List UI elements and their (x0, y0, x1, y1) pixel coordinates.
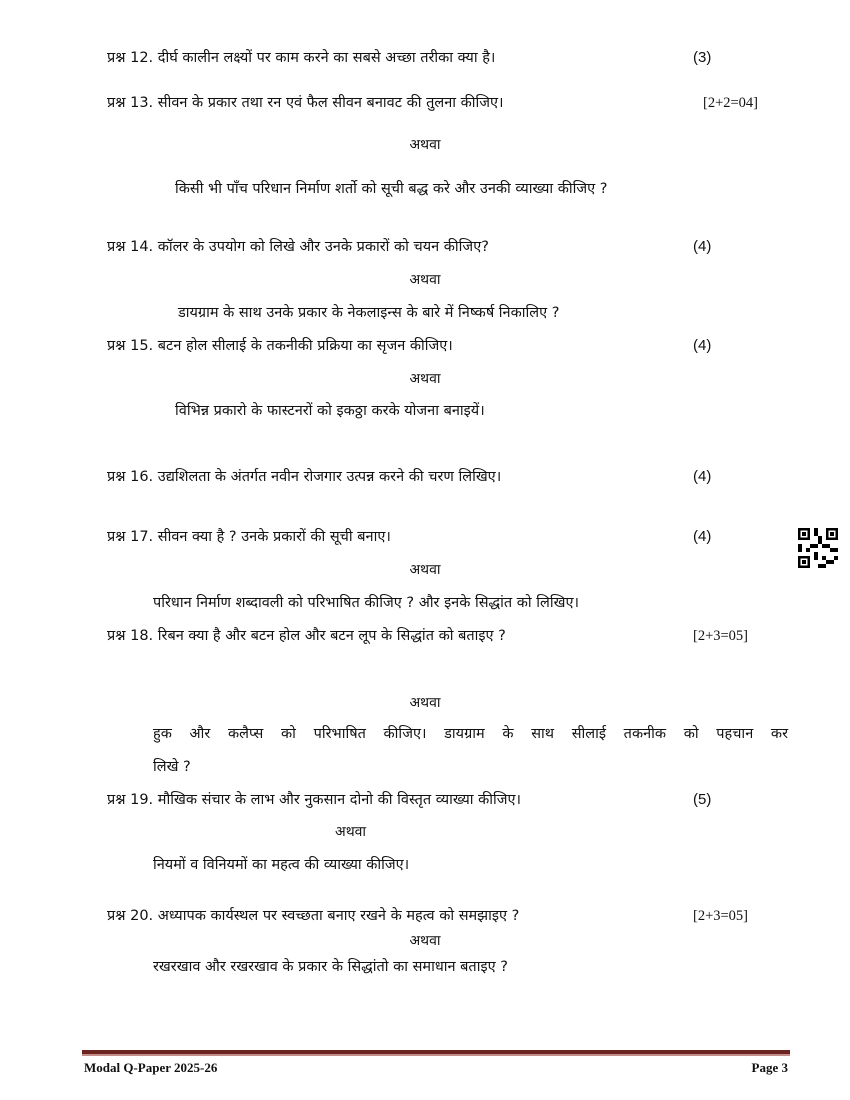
footer-rule (82, 1050, 790, 1056)
marks: [2+3=05] (693, 908, 749, 924)
marks: (3) (693, 49, 712, 66)
footer-title: Modal Q-Paper 2025-26 (84, 1060, 218, 1075)
marks: (4) (693, 238, 712, 255)
or-label: अथवा (409, 137, 441, 153)
marks: (4) (693, 468, 712, 485)
marks: [2+3=05] (693, 628, 749, 644)
question-text: प्रश्न 19. मौखिक संचार के लाभ और नुकसान दोनो की विस्तृत व्याख्या कीजिए। (107, 792, 522, 808)
or-label: अथवा (409, 695, 441, 711)
or-label: अथवा (409, 562, 441, 578)
alternative-question: हुक और कलैप्स को परिभाषित कीजिए। डायग्राम के साथ सीलाई तकनीक को पहचान कर (153, 726, 788, 742)
marks: [2+2=04] (703, 95, 759, 111)
question-text: प्रश्न 15. बटन होल सीलाई के तकनीकी प्रक्रिया का सृजन कीजिए। (107, 338, 453, 354)
or-label: अथवा (409, 371, 441, 387)
qr-code-icon (798, 528, 838, 568)
question-text: प्रश्न 18. रिबन क्या है और बटन होल और बटन लूप के सिद्धांत को बताइए ? (107, 628, 506, 644)
marks: (4) (693, 528, 712, 545)
question-text: प्रश्न 13. सीवन के प्रकार तथा रन एवं फैल सीवन बनावट की तुलना कीजिए। (107, 95, 504, 111)
question-text: प्रश्न 14. कॉलर के उपयोग को लिखे और उनके प्रकारों को चयन कीजिए? (107, 239, 489, 255)
alternative-question: डायग्राम के साथ उनके प्रकार के नेकलाइन्स के बारे में निष्कर्ष निकालिए ? (178, 305, 560, 321)
alternative-question: विभिन्न प्रकारो के फास्टनरों को इकठ्ठा करके योजना बनाइयें। (175, 403, 485, 419)
marks: (4) (693, 337, 712, 354)
question-text: प्रश्न 12. दीर्घ कालीन लक्ष्यों पर काम करने का सबसे अच्छा तरीका क्या है। (107, 50, 496, 66)
question-text: प्रश्न 20. अध्यापक कार्यस्थल पर स्वच्छता बनाए रखने के महत्व को समझाइए ? (107, 908, 520, 924)
alternative-question: नियमों व विनियमों का महत्व की व्याख्या कीजिए। (153, 857, 410, 873)
or-label: अथवा (409, 272, 441, 288)
question-text: प्रश्न 17. सीवन क्या है ? उनके प्रकारों की सूची बनाए। (107, 529, 391, 545)
alternative-question-continued: लिखे ? (153, 759, 191, 775)
question-text: प्रश्न 16. उद्यशिलता के अंतर्गत नवीन रोजगार उत्पन्न करने की चरण लिखिए। (107, 469, 502, 485)
alternative-question: परिधान निर्माण शब्दावली को परिभाषित कीजिए ? और इनके सिद्धांत को लिखिए। (153, 595, 579, 611)
alternative-question: किसी भी पाँच परिधान निर्माण शर्तो को सूची बद्ध करे और उनकी व्याख्या कीजिए ? (175, 181, 608, 197)
marks: (5) (693, 791, 712, 808)
or-label: अथवा (409, 933, 441, 949)
page-number: Page 3 (751, 1060, 788, 1075)
or-label: अथवा (335, 824, 367, 840)
alternative-question: रखरखाव और रखरखाव के प्रकार के सिद्धांतो का समाधान बताइए ? (153, 959, 508, 975)
